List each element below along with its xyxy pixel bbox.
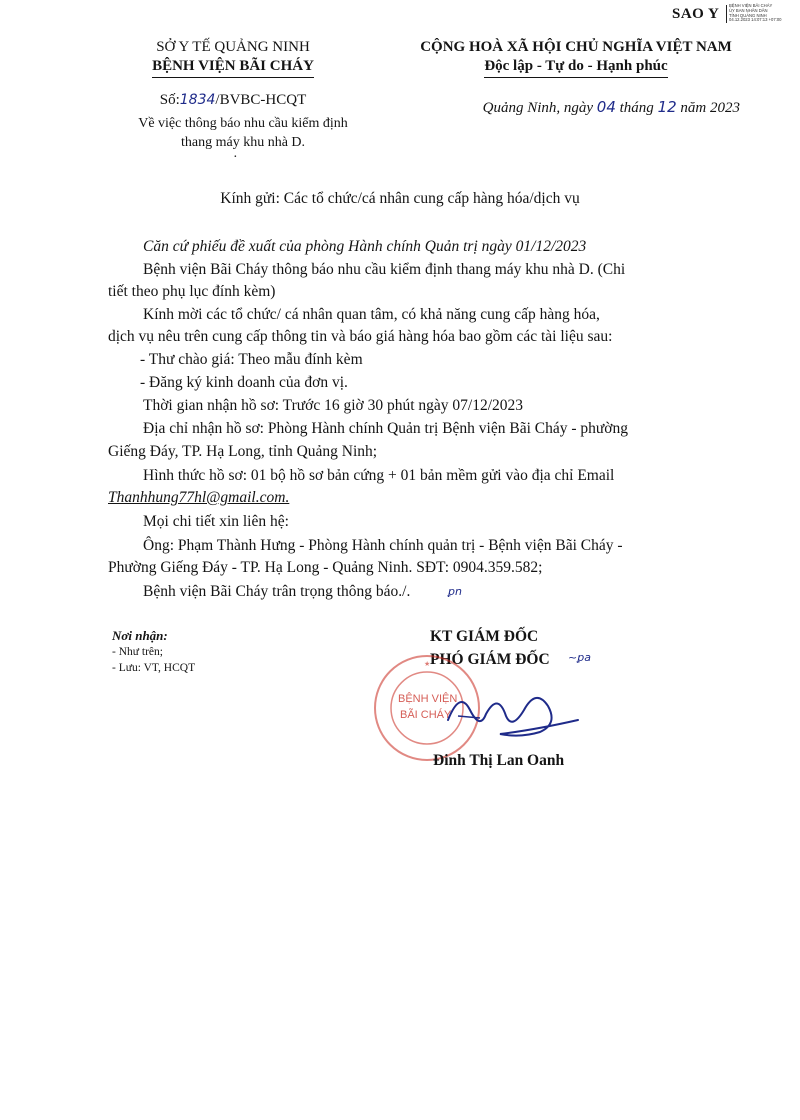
number-prefix: Số: [159,92,180,108]
place-and-date [440,98,740,117]
closing-line: Bệnh viện Bãi Cháy trân trọng thông báo./. [143,583,411,600]
signer-title-1: KT GIÁM ĐỐC [430,628,539,645]
recipient-line: Kính gửi: Các tổ chức/cá nhân cung cấp hàng hóa/dịch vụ [220,190,580,207]
document-number [118,92,348,109]
address-line-2: Giếng Đáy, TP. Hạ Long, tỉnh Quảng Ninh; [108,443,378,460]
basis-line: Căn cứ phiếu đề xuất của phòng Hành chính Quản trị ngày 01/12/2023 [143,238,587,255]
stray-dot: · [233,150,238,165]
email-link[interactable]: Thanhhung77hl@gmail.com. [108,489,290,506]
year-text: năm 2023 [680,100,740,116]
seal-text-line-2: BÃI CHÁY [400,709,452,721]
contact-line-1: Ông: Phạm Thành Hưng - Phòng Hành chính quản trị - Bệnh viện Bãi Cháy - [143,537,623,554]
department-name: SỞ Y TẾ QUẢNG NINH [156,39,310,55]
bullet-quotation: - Thư chào giá: Theo mẫu đính kèm [140,351,363,368]
seal-star: ★ [424,661,431,668]
subject-line: Về việc thông báo nhu cầu kiểm định [138,116,348,131]
day-handwritten: 04 [596,98,616,116]
nation-title: CỘNG HOÀ XÃ HỘI CHỦ NGHĨA VIỆT NAM [420,39,732,55]
national-header [388,38,764,78]
recipient-item: - Lưu: VT, HCQT [112,662,196,674]
document-subject [118,114,368,152]
stamp-divider [726,5,727,23]
number-handwritten: 1834 [179,92,216,108]
paragraph-2-line-1: Kính mời các tổ chức/ cá nhân quan tâm, có khả năng cung cấp hàng hóa, [143,306,600,323]
seal-text-line-1: BỆNH VIỆN [398,693,458,705]
stamp-line: 04.12.2023 14:07:13 +07:00 [729,17,782,23]
signature-cross-stroke [458,716,480,718]
subject-line: thang máy khu nhà D. [180,135,306,150]
paragraph-1-line-1: Bệnh viện Bãi Cháy thông báo nhu cầu kiểm định thang máy khu nhà D. (Chi [143,261,626,278]
place-text: Quảng Ninh, ngày [482,100,594,116]
signer-name: Đinh Thị Lan Oanh [433,752,565,769]
recipient-item: - Như trên; [112,646,163,658]
contact-intro: Mọi chi tiết xin liên hệ: [143,513,289,530]
initials-mark: ꝑn [448,585,462,598]
copy-label: SAO Y [672,6,720,22]
number-suffix: /BVBC-HCQT [215,92,307,108]
initials-mark: ~ꝑa [568,651,591,664]
month-word: tháng [619,100,654,116]
stamp-details [729,4,782,23]
handwritten-signature [440,680,590,740]
format-line: Hình thức hồ sơ: 01 bộ hồ sơ bản cứng + 01 bản mềm gửi vào địa chỉ Email [143,467,615,484]
address-line-1: Địa chỉ nhận hồ sơ: Phòng Hành chính Quản trị Bệnh viện Bãi Cháy - phường [143,420,628,437]
national-motto: Độc lập - Tự do - Hạnh phúc [484,57,667,78]
bullet-registration: - Đăng ký kinh doanh của đơn vị. [140,374,348,391]
stamp-line: BỆNH VIỆN BÃI CHÁY [729,3,773,8]
hospital-name: BỆNH VIỆN BÃI CHÁY [152,57,314,78]
paragraph-1-line-2: tiết theo phụ lục đính kèm) [108,283,276,300]
signer-title-2: PHÓ GIÁM ĐỐC [430,651,550,668]
stamp-line: TỈNH QUẢNG NINH [729,12,767,18]
copy-stamp [672,2,800,28]
deadline-line: Thời gian nhận hồ sơ: Trước 16 giờ 30 phút ngày 07/12/2023 [143,397,524,414]
month-handwritten: 12 [657,98,677,116]
contact-line-2: Phường Giếng Đáy - TP. Hạ Long - Quảng Ninh. SĐT: 0904.359.582; [108,559,543,576]
paragraph-2-line-2: dịch vụ nêu trên cung cấp thông tin và báo giá hàng hóa bao gồm các tài liệu sau: [108,328,613,345]
stamp-line: ỦY BAN NHÂN DÂN [729,7,768,13]
issuer-block [118,38,348,78]
recipients-label: Nơi nhận: [112,628,168,643]
